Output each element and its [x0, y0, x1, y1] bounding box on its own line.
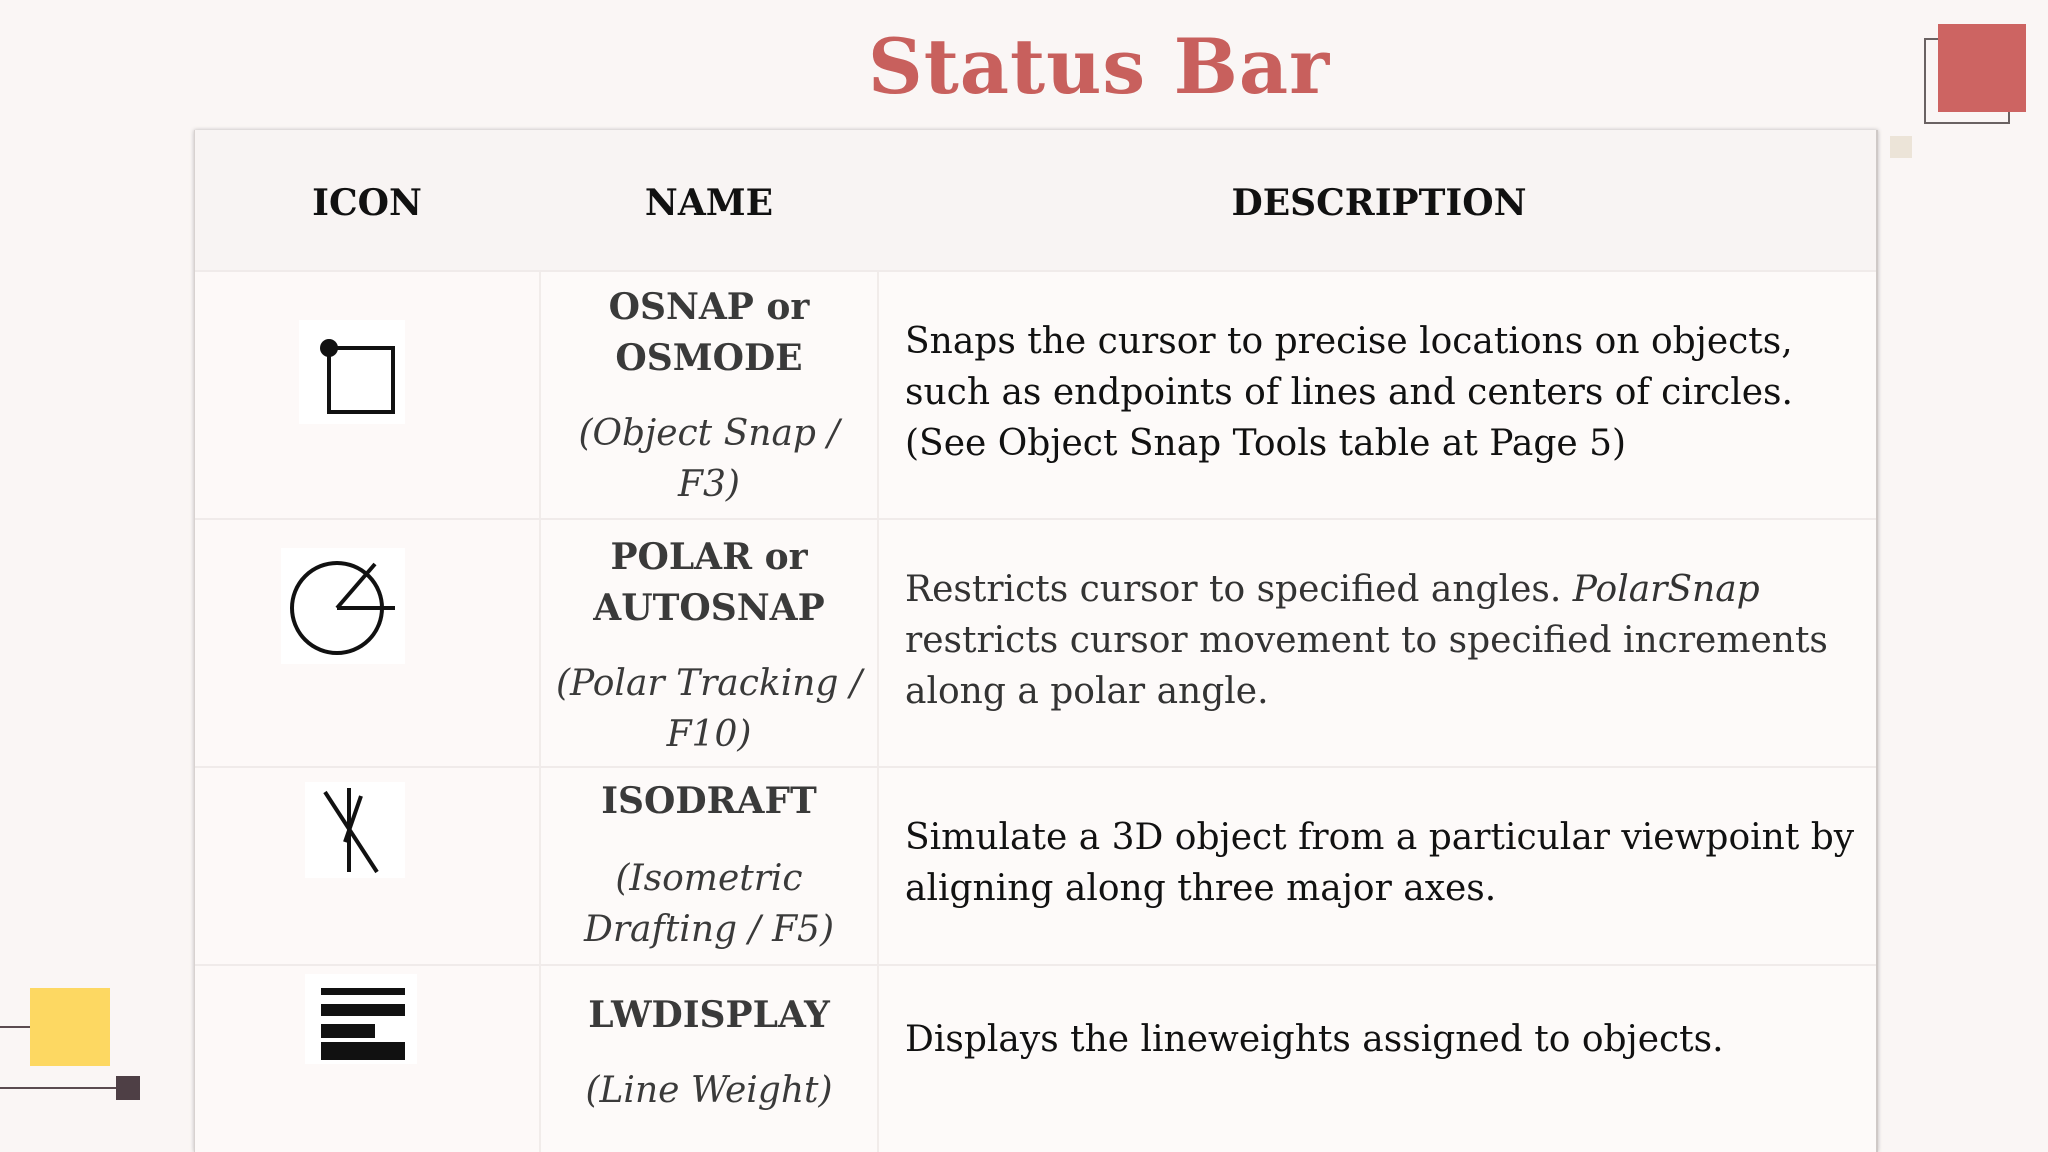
table-row [195, 964, 1876, 1152]
description-cell [879, 966, 1879, 1152]
command-subtitle: (Isometric [615, 858, 803, 899]
icon-cell [195, 768, 539, 964]
table-row [195, 766, 1876, 964]
command-subtitle: Drafting / F5) [583, 909, 834, 950]
command-name: ISODRAFT [601, 780, 817, 822]
command-subtitle: (Line Weight) [585, 1070, 833, 1111]
decor-line-top [0, 1026, 32, 1028]
name-cell [539, 768, 879, 964]
command-name: AUTOSNAP [593, 587, 825, 629]
decor-square-small [1890, 136, 1912, 158]
description-cell [879, 272, 1879, 518]
command-subtitle: (Polar Tracking / [555, 663, 863, 704]
description-cell [879, 768, 1879, 964]
command-subtitle: F10) [666, 714, 752, 755]
decor-line-bottom [0, 1087, 120, 1089]
decor-square-yellow [30, 988, 110, 1066]
table-row [195, 518, 1876, 766]
header-name: NAME [644, 182, 774, 224]
command-subtitle: (Object Snap / [578, 413, 840, 454]
decor-square-dark [116, 1076, 140, 1100]
decor-square-red [1938, 24, 2026, 112]
isodraft-icon [305, 782, 405, 878]
table-header [195, 130, 1876, 270]
command-description [905, 564, 1863, 717]
icon-cell [195, 966, 539, 1152]
command-name: OSNAP or [608, 286, 810, 328]
command-description: Simulate a 3D object from a particular viewpoint by aligning along three major axes. [905, 817, 1855, 909]
command-subtitle: F3) [678, 464, 740, 505]
header-icon: ICON [312, 182, 422, 224]
icon-cell [195, 520, 539, 766]
name-cell [539, 520, 879, 766]
description-cell [879, 520, 1879, 766]
slide-title: Status Bar [867, 22, 1331, 111]
icon-cell [195, 272, 539, 518]
polar-icon [281, 548, 405, 664]
command-description: Snaps the cursor to precise locations on objects, such as endpoints of lines and centers of circles. (See Object Snap Tools table at Page 5) [905, 321, 1793, 464]
name-cell [539, 272, 879, 518]
command-name: OSMODE [615, 337, 803, 379]
table-row [195, 270, 1876, 518]
status-bar-table [194, 130, 1878, 1152]
description-emphasis: PolarSnap [1572, 569, 1760, 610]
description-text: restricts cursor movement to specified increments along a polar angle. [905, 620, 1828, 712]
command-name: LWDISPLAY [588, 994, 830, 1036]
name-cell [539, 966, 879, 1152]
command-description: Displays the lineweights assigned to objects. [905, 1019, 1724, 1060]
description-text: Restricts cursor to specified angles. [905, 569, 1573, 610]
header-description: DESCRIPTION [1231, 182, 1527, 224]
osnap-icon [299, 320, 405, 424]
command-name: POLAR or [610, 536, 808, 578]
lwdisplay-icon [305, 974, 417, 1064]
